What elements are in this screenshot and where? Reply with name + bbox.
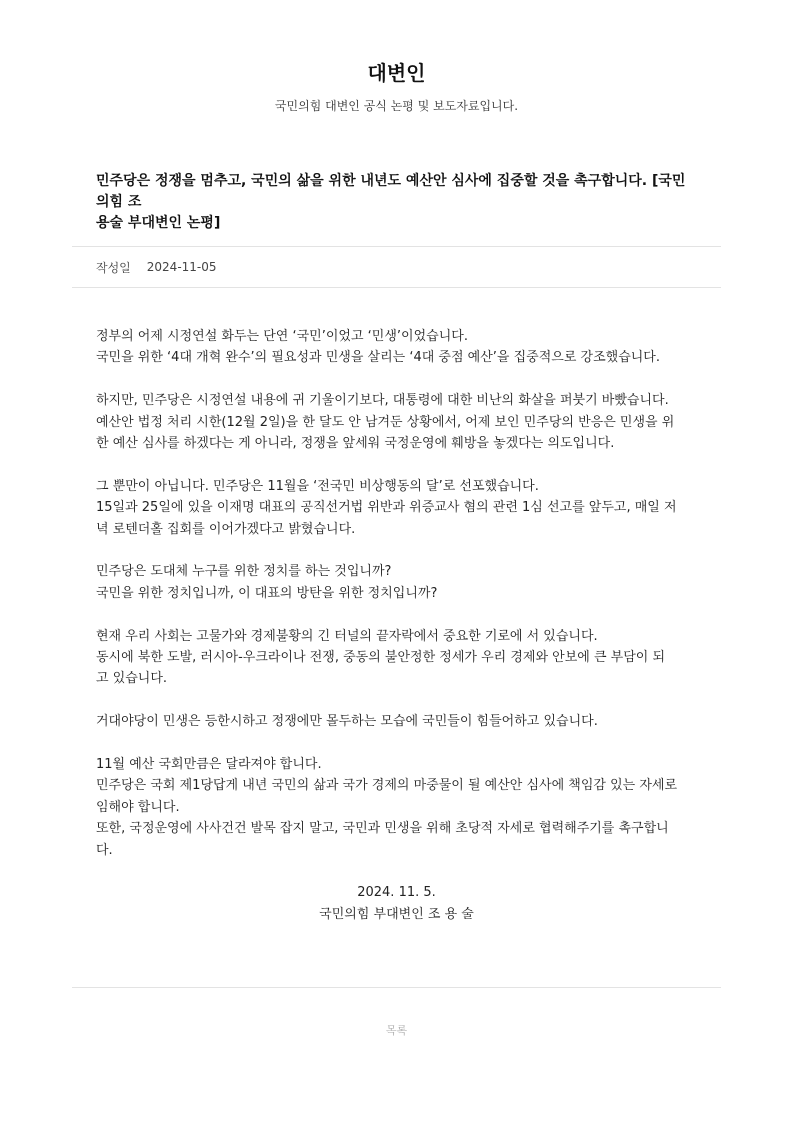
text-line: 국민을 위한 ‘4대 개혁 완수’의 필요성과 민생을 살리는 ‘4대 중점 예산’을 집중적으로 강조했습니다. <box>96 350 660 366</box>
paragraph <box>96 711 697 732</box>
article-meta <box>72 246 721 288</box>
text-line: 한 예산 심사를 하겠다는 게 아니라, 정쟁을 앞세워 국정운영에 훼방을 놓겠다는 의도입니다. <box>96 436 615 452</box>
text-line: 민주당은 도대체 누구를 위한 정치를 하는 것입니까? <box>96 564 392 580</box>
text-line: 하지만, 민주당은 시정연설 내용에 귀 기울이기보다, 대통령에 대한 비난의 화살을 퍼붓기 바빴습니다. <box>96 393 669 409</box>
site-title[interactable]: 대변인 <box>367 61 426 85</box>
signature-name: 국민의힘 부대변인 조 용 술 <box>319 906 474 922</box>
list-button[interactable]: 목록 <box>385 1024 408 1038</box>
text-line: 동시에 북한 도발, 러시아-우크라이나 전쟁, 중동의 불안정한 정세가 우리 경제와 안보에 큰 부담이 되 <box>96 650 665 666</box>
footer-divider <box>72 987 721 988</box>
article-title-line: 용술 부대변인 논평] <box>96 215 221 231</box>
signature-block <box>96 882 697 925</box>
text-line: 거대야당이 민생은 등한시하고 정쟁에만 몰두하는 모습에 국민들이 힘들어하고 있습니다. <box>96 714 598 730</box>
article-title <box>72 171 721 246</box>
paragraph <box>96 476 697 540</box>
text-line: 현재 우리 사회는 고물가와 경제불황의 긴 터널의 끝자락에서 중요한 기로에 서 있습니다. <box>96 628 598 644</box>
text-line: 그 뿐만이 아닙니다. 민주당은 11월을 ‘전국민 비상행동의 달’로 선포했습니다. <box>96 478 539 494</box>
signature-date: 2024. 11. 5. <box>357 885 436 901</box>
page-header <box>0 0 793 114</box>
text-line: 국민을 위한 정치입니까, 이 대표의 방탄을 위한 정치입니까? <box>96 585 438 601</box>
site-description: 국민의힘 대변인 공식 논평 및 보도자료입니다. <box>274 99 519 113</box>
post-date: 2024-11-05 <box>146 260 217 274</box>
paragraph <box>96 754 697 861</box>
text-line: 정부의 어제 시정연설 화두는 단연 ‘국민’이었고 ‘민생’이었습니다. <box>96 329 468 344</box>
paragraph <box>96 326 697 369</box>
text-line: 예산안 법정 처리 시한(12월 2일)을 한 달도 안 남겨둔 상황에서, 어제 보인 민주당의 반응은 민생을 위 <box>96 414 675 430</box>
text-line: 또한, 국정운영에 사사건건 발목 잡지 말고, 국민과 민생을 위해 초당적 자세로 협력해주기를 촉구합니 <box>96 821 669 837</box>
text-line: 15일과 25일에 있을 이재명 대표의 공직선거법 위반과 위증교사 혐의 관련 1심 선고를 앞두고, 매일 저 <box>96 500 677 516</box>
text-line: 11월 예산 국회만큼은 달라져야 합니다. <box>96 757 322 773</box>
article <box>72 171 721 925</box>
text-line: 다. <box>96 842 113 858</box>
paragraph <box>96 626 697 690</box>
article-title-line: 민주당은 정쟁을 멈추고, 국민의 삶을 위한 내년도 예산안 심사에 집중할 것을 촉구합니다. [국민의힘 조 <box>96 173 686 210</box>
paragraph <box>96 561 697 604</box>
text-line: 임해야 합니다. <box>96 799 180 815</box>
text-line: 민주당은 국회 제1당답게 내년 국민의 삶과 국가 경제의 마중물이 될 예산안 심사에 책임감 있는 자세로 <box>96 778 678 794</box>
text-line: 녁 로텐더홀 집회를 이어가겠다고 밝혔습니다. <box>96 521 356 537</box>
article-body <box>72 288 721 925</box>
paragraph <box>96 390 697 454</box>
date-label: 작성일 <box>96 260 131 275</box>
text-line: 고 있습니다. <box>96 671 168 687</box>
